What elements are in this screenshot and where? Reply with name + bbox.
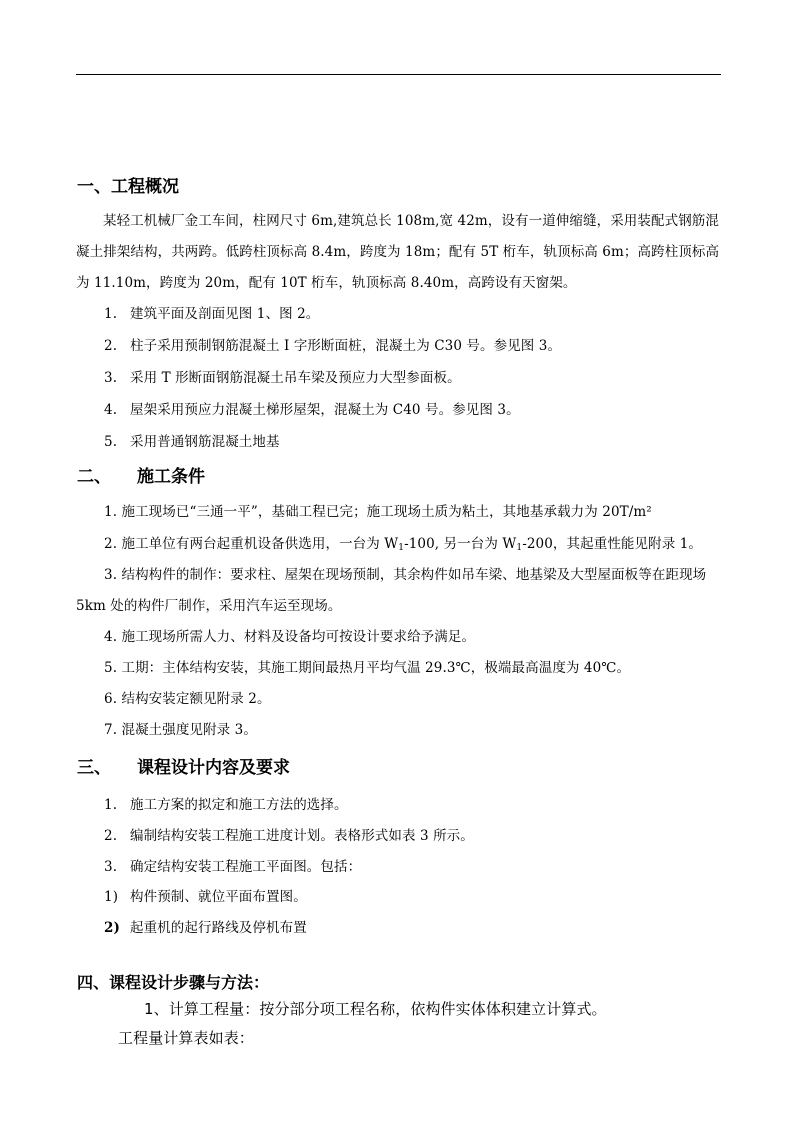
section-2-item-1: 1. 施工现场已“三通一平”，基础工程已完；施工现场土质为粘土，其地基承载力为 20T/m² [104, 504, 652, 520]
section-2-heading [77, 462, 205, 487]
section-4-heading: 四、课程设计步骤与方法： [77, 973, 270, 992]
section-3-heading [77, 753, 290, 778]
section-4-step-1: 1、计算工程量：按分部分项工程名称，依构件实体体积建立计算式。 [144, 1000, 607, 1018]
section-3-item: 1. 施工方案的拟定和施工方法的选择。 [104, 797, 348, 813]
section-1-para-line-1: 某轻工机械厂金工车间，柱网尺寸 6m,建筑总长 108m,宽 42m，设有一道伸缩缝，采用装配式钢筋混 [103, 213, 719, 229]
section-2-item-3-line-2: 5km 处的构件厂制作，采用汽车运至现场。 [76, 598, 342, 614]
section-3-item: 3. 确定结构安装工程施工平面图。包括： [104, 859, 362, 875]
section-2-title: 施工条件 [137, 467, 205, 487]
section-2-item-6: 6. 结构安装定额见附录 2。 [104, 691, 271, 707]
section-3-sub-item: 1) 构件预制、就位平面布置图。 [104, 889, 307, 905]
section-3-number: 三、 [77, 758, 111, 778]
section-2-item-3-line-1: 3. 结构构件的制作：要求柱、屋架在现场预制，其余构件如吊车梁、地基梁及大型屋面板等在距现场 [104, 567, 707, 583]
section-2-number: 二、 [77, 467, 111, 487]
section-3-sub-item: 2) 起重机的起行路线及停机布置 [104, 920, 307, 936]
section-4-table-intro: 工程量计算表如表： [118, 1029, 254, 1047]
section-2-item-4: 4. 施工现场所需人力、材料及设备均可按设计要求给予满足。 [104, 629, 476, 645]
section-1-number: 一、 [77, 177, 111, 197]
section-1-item: 3. 采用 T 形断面钢筋混凝土吊车梁及预应力大型参面板。 [104, 370, 461, 386]
section-1-title: 工程概况 [111, 177, 179, 197]
section-3-title: 课程设计内容及要求 [137, 758, 290, 778]
section-2-item-7: 7. 混凝土强度见附录 3。 [104, 722, 257, 738]
section-1-para-line-2: 凝土排架结构，共两跨。低跨柱顶标高 8.4m，跨度为 18m；配有 5T 桁车，轨顶标高 6m；高跨柱顶标高 [76, 244, 720, 260]
section-1-item: 5. 采用普通钢筋混凝土地基 [104, 434, 280, 450]
section-2-item-5: 5. 工期：主体结构安装，其施工期间最热月平均气温 29.3℃，极端最高温度为 40℃。 [104, 660, 631, 676]
section-1-para-line-3: 为 11.10m，跨度为 20m，配有 10T 桁车，轨顶标高 8.40m，高跨设有天窗架。 [76, 275, 577, 291]
section-1-item: 4. 屋架采用预应力混凝土梯形屋架，混凝土为 C40 号。参见图 3。 [104, 402, 520, 418]
section-1-item: 2. 柱子采用预制钢筋混凝土 I 字形断面桩，混凝土为 C30 号。参见图 3。 [104, 338, 562, 354]
section-3-item: 2. 编制结构安装工程施工进度计划。表格形式如表 3 所示。 [104, 828, 474, 844]
header-rule [76, 74, 721, 75]
section-2-item-2: 2. 施工单位有两台起重机设备供选用，一台为 $W_1-100$, 另一台为 $W_1-200$，其起重性能见附录 1。 [104, 536, 702, 553]
section-1-heading [77, 172, 179, 197]
section-1-item: 1. 建筑平面及剖面见图 1、图 2。 [104, 306, 320, 322]
